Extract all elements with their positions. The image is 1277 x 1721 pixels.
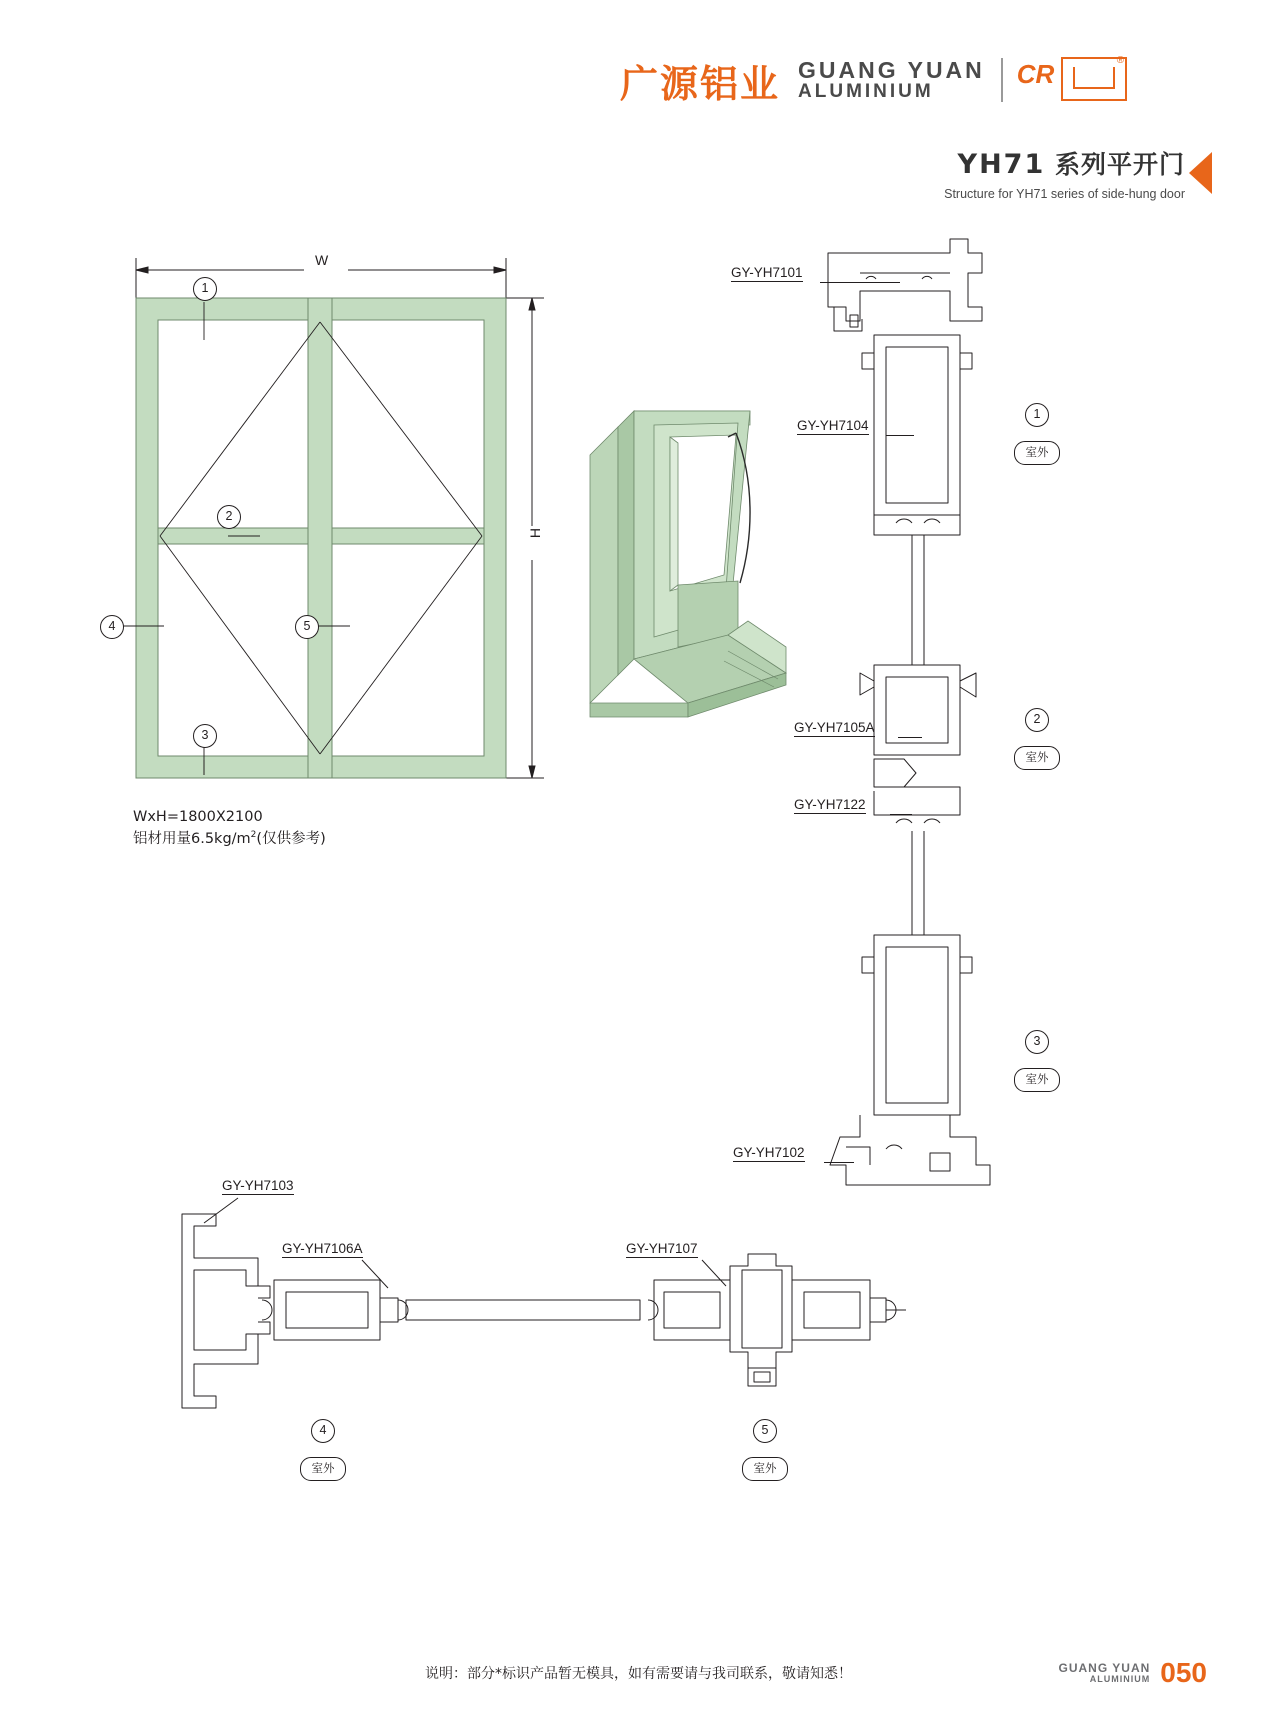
leader-gy-yh7107 — [700, 1258, 740, 1296]
leader-gy-yh7101 — [820, 282, 900, 283]
title-arrow-icon — [1189, 152, 1212, 194]
brand-name-en-line2: ALUMINIUM — [798, 81, 934, 103]
footer-brand — [1058, 1657, 1207, 1689]
cr-logo-text: CR — [1016, 59, 1055, 89]
page-title-code: YH71 — [957, 149, 1046, 180]
page-title-cn-text: 系列平开门 — [1054, 150, 1185, 179]
label-gy-yh7105a: GY-YH7105A — [794, 720, 875, 735]
vertical-section-drawings — [800, 235, 1050, 1200]
footer-brand-line2: ALUMINIUM — [1089, 1673, 1151, 1684]
dimension-width-label: W — [315, 252, 329, 268]
horizontal-section-drawings — [170, 1200, 910, 1420]
registered-mark-icon: ® — [1116, 55, 1125, 66]
label-gy-yh7106a: GY-YH7106A — [282, 1241, 363, 1256]
brand-name-cn: 广源铝业 — [620, 61, 781, 106]
callout-4: 4 — [100, 615, 124, 639]
page-number: 050 — [1160, 1657, 1207, 1688]
section-outdoor-5: 室外 — [742, 1457, 788, 1481]
brand-logo — [620, 50, 1140, 110]
footer-brand-line1: GUANG YUAN — [1058, 1660, 1151, 1675]
spec-weight-a: 铝材用量6.5kg/m — [133, 831, 251, 848]
label-gy-yh7122: GY-YH7122 — [794, 797, 866, 812]
spec-weight — [133, 828, 326, 850]
section-outdoor-2: 室外 — [1014, 746, 1060, 770]
door-3d-render — [578, 385, 798, 730]
label-gy-yh7101: GY-YH7101 — [731, 265, 803, 280]
spec-weight-b: (仅供参考) — [256, 831, 326, 848]
callout-2: 2 — [217, 505, 241, 529]
leader-gy-yh7106a — [360, 1258, 400, 1296]
elevation-spec — [133, 806, 326, 851]
brand-name-en — [798, 58, 985, 102]
spec-size: WxH=1800X2100 — [133, 809, 263, 825]
spec-weight-sup: 2 — [250, 830, 257, 841]
leader-gy-yh7105a — [898, 737, 922, 738]
section-marker-3: 3 — [1025, 1030, 1049, 1054]
callout-5: 5 — [295, 615, 319, 639]
section-outdoor-1: 室外 — [1014, 441, 1060, 465]
brand-divider — [1001, 58, 1003, 102]
page-title — [944, 145, 1185, 201]
leader-gy-yh7104 — [886, 435, 914, 436]
section-marker-2: 2 — [1025, 708, 1049, 732]
page-title-en: Structure for YH71 series of side-hung door — [944, 187, 1185, 201]
section-outdoor-3: 室外 — [1014, 1068, 1060, 1092]
section-marker-5: 5 — [753, 1419, 777, 1443]
label-gy-yh7103: GY-YH7103 — [222, 1178, 294, 1193]
leader-gy-yh7122 — [890, 814, 912, 815]
callout-3: 3 — [193, 724, 217, 748]
callout-1: 1 — [193, 277, 217, 301]
brand-name-en-line1: GUANG YUAN — [798, 56, 985, 83]
cr-logo-icon — [1017, 57, 1127, 103]
cr-logo-box-inner — [1073, 67, 1115, 89]
section-marker-1: 1 — [1025, 403, 1049, 427]
label-gy-yh7104: GY-YH7104 — [797, 418, 869, 433]
footer-note: 说明：部分*标识产品暂无模具，如有需要请与我司联系，敬请知悉！ — [425, 1666, 852, 1682]
leader-gy-yh7102 — [824, 1162, 854, 1163]
section-marker-4: 4 — [311, 1419, 335, 1443]
label-gy-yh7107: GY-YH7107 — [626, 1241, 698, 1256]
dimension-height-label: H — [527, 528, 543, 539]
section-outdoor-4: 室外 — [300, 1457, 346, 1481]
label-gy-yh7102: GY-YH7102 — [733, 1145, 805, 1160]
door-elevation-drawing — [100, 240, 570, 860]
page-title-cn — [944, 145, 1185, 181]
leader-gy-yh7103 — [190, 1195, 240, 1235]
